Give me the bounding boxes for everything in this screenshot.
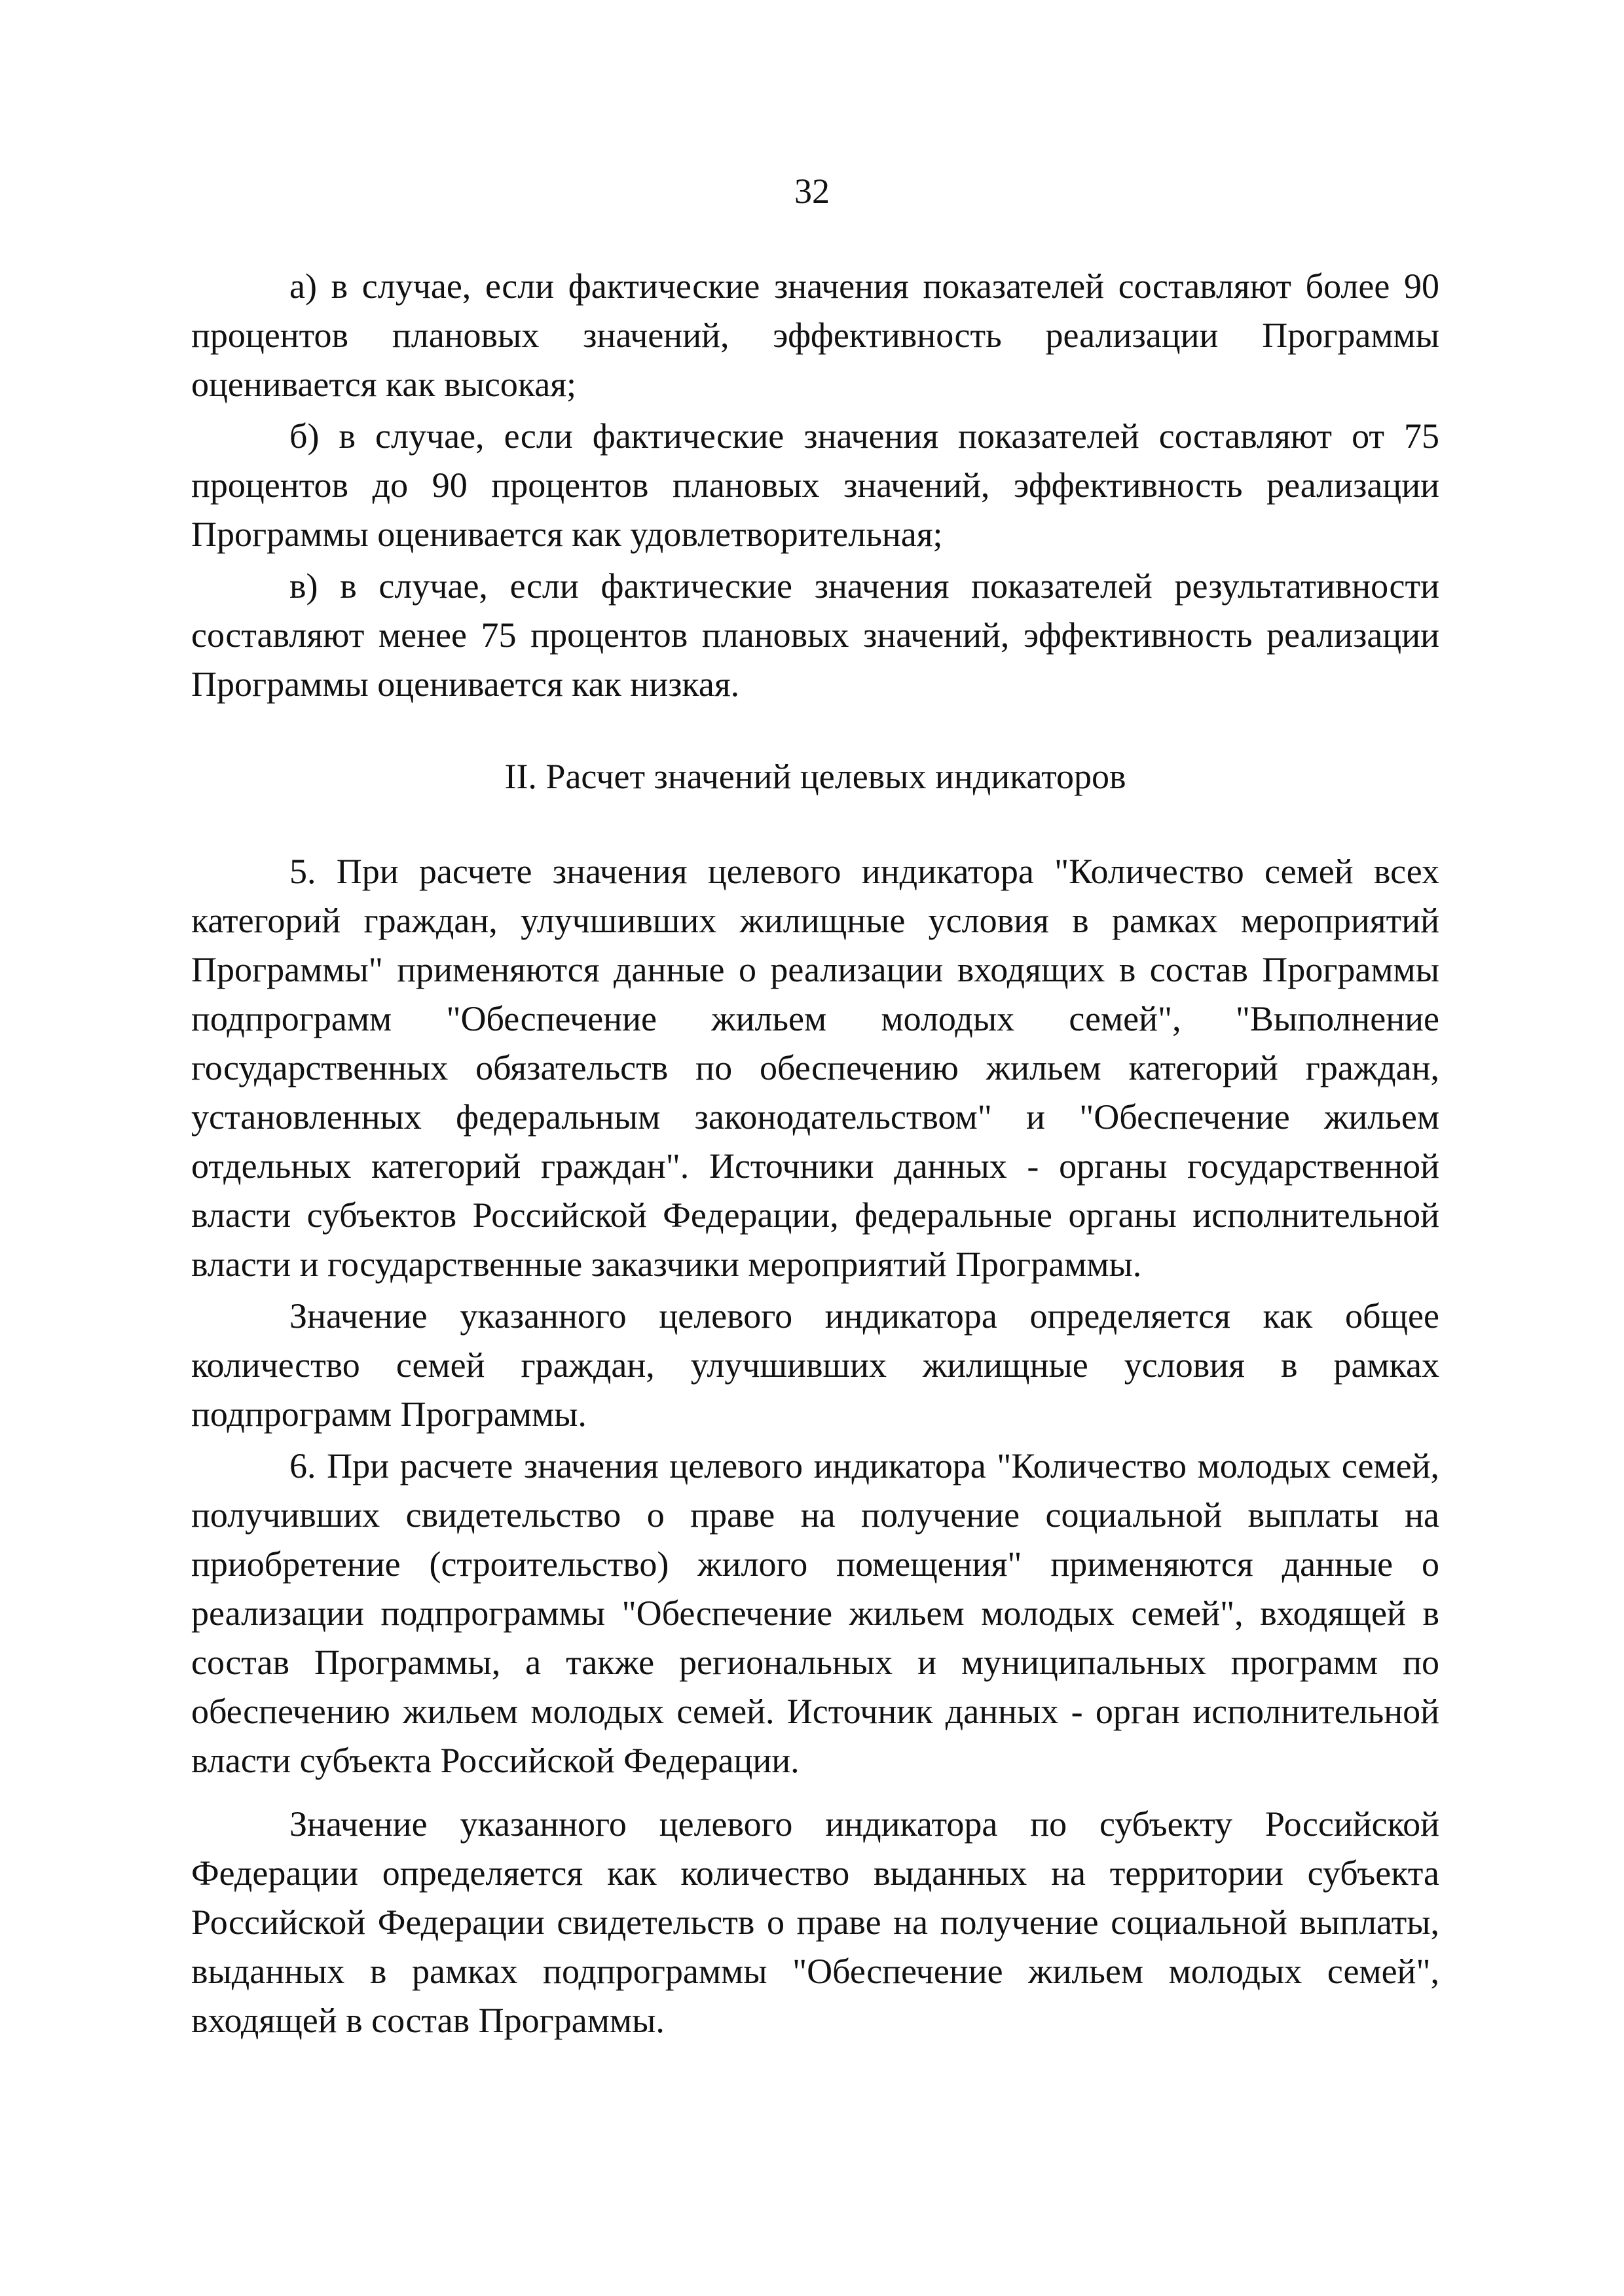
paragraph-5-value: Значение указанного целевого индикатора определяется как общее количество семей граждан, улучшивших жилищные условия в рамках подпрограмм Программы.: [191, 1296, 1439, 1434]
document-body: [191, 262, 1439, 2045]
paragraph-6-value: Значение указанного целевого индикатора по субъекту Российской Федерации определяется как количество выданных на территории субъекта Российской Федерации свидетельств о праве на получение социальной выплаты, выданных в рамках подпрограммы "Обеспечение жильем молодых семей", входящей в состав Программы.: [191, 1804, 1439, 2040]
page-number: 32: [794, 172, 830, 211]
section-heading: II. Расчет значений целевых индикаторов: [504, 757, 1126, 796]
paragraph-c: в) в случае, если фактические значения показателей результативности составляют менее 75 процентов плановых значений, эффективность реализации Программы оценивается как низкая.: [191, 566, 1439, 704]
paragraph-b: б) в случае, если фактические значения показателей составляют от 75 процентов до 90 процентов плановых значений, эффективность реализации Программы оценивается как удовлетворительная;: [191, 416, 1439, 554]
paragraph-5: 5. При расчете значения целевого индикатора "Количество семей всех категорий граждан, улучшивших жилищные условия в рамках мероприятий Программы" применяются данные о реализации входящих в состав Программы подпрограмм "Обеспечение жильем молодых семей", "Выполнение государственных обязательств по обеспечению жильем категорий граждан, установленных федеральным законодательством" и "Обеспечение жильем отдельных категорий граждан". Источники данных - органы государственной власти субъектов Российской Федерации, федеральные органы исполнительной власти и государственные заказчики мероприятий Программы.: [191, 852, 1439, 1284]
paragraph-a: а) в случае, если фактические значения показателей составляют более 90 процентов плановых значений, эффективность реализации Программы оценивается как высокая;: [191, 266, 1439, 404]
paragraph-6: 6. При расчете значения целевого индикатора "Количество молодых семей, получивших свидетельство о праве на получение социальной выплаты на приобретение (строительство) жилого помещения" применяются данные о реализации подпрограммы "Обеспечение жильем молодых семей", входящей в состав Программы, а также региональных и муниципальных программ по обеспечению жильем молодых семей. Источник данных - орган исполнительной власти субъекта Российской Федерации.: [191, 1446, 1439, 1780]
